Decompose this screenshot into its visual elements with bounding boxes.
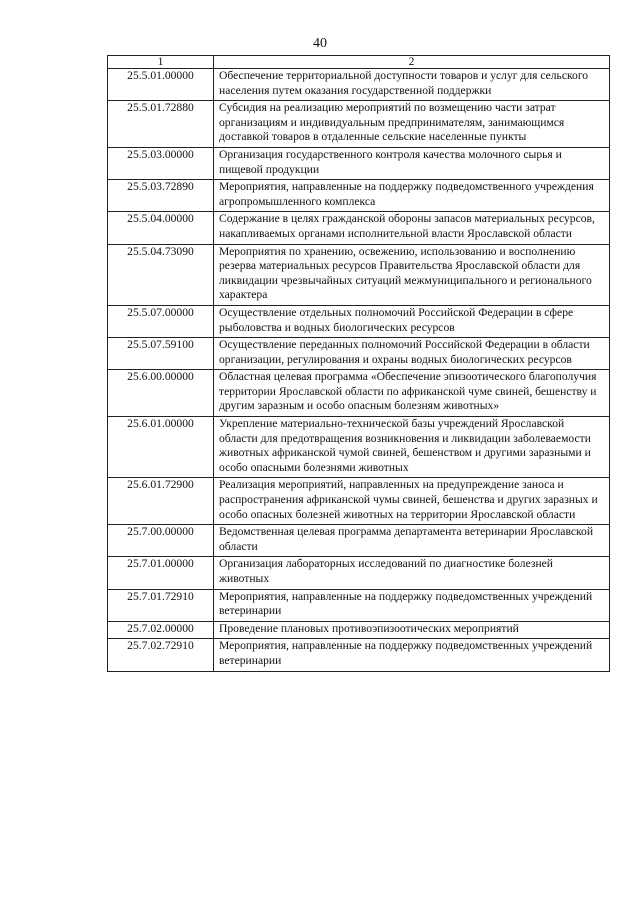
row-code: 25.7.01.00000 [108,557,214,589]
column-header-code: 1 [108,56,214,69]
row-code: 25.7.00.00000 [108,525,214,557]
row-name: Осуществление отдельных полномочий Российской Федерации в сфере рыболовства и водных биологических ресурсов [214,305,610,337]
row-code: 25.7.02.00000 [108,621,214,639]
row-name: Укрепление материально-технической базы учреждений Ярославской области для предотвращения возникновения и ликвидации заболеваемости животных африканской чумой свиней, бешенством и другими заразными и особо опасными болезнями животных [214,417,610,478]
table-row [108,639,610,671]
header-row [108,56,610,69]
table-row [108,478,610,525]
row-name: Областная целевая программа «Обеспечение эпизоотического благополучия территории Ярославской области по африканской чуме свиней, бешенству и другим заразным и особо опасным болезням животных» [214,370,610,417]
table-row [108,525,610,557]
row-name: Мероприятия, направленные на поддержку подведомственных учреждений ветеринарии [214,589,610,621]
row-code: 25.7.02.72910 [108,639,214,671]
table-row [108,180,610,212]
table-row [108,417,610,478]
row-name: Осуществление переданных полномочий Российской Федерации в области организации, регулирования и охраны водных биологических ресурсов [214,338,610,370]
row-code: 25.5.01.00000 [108,69,214,101]
row-name: Организация лабораторных исследований по диагностике болезней животных [214,557,610,589]
row-name: Реализация мероприятий, направленных на предупреждение заноса и распространения африканской чумы свиней, бешенства и других заразных и особо опасных болезней животных на территории Ярославской области [214,478,610,525]
table-row [108,338,610,370]
table-row [108,589,610,621]
row-name: Мероприятия по хранению, освежению, использованию и восполнению резерва материальных ресурсов Правительства Ярославской области для ликвидации чрезвычайных ситуаций межмуниципального и регионального характера [214,244,610,305]
table-row [108,557,610,589]
row-code: 25.5.01.72880 [108,101,214,148]
table-body [108,69,610,672]
table-row [108,212,610,244]
row-name: Проведение плановых противоэпизоотических мероприятий [214,621,610,639]
row-code: 25.6.00.00000 [108,370,214,417]
row-code: 25.5.04.00000 [108,212,214,244]
row-name: Мероприятия, направленные на поддержку подведомственных учреждений ветеринарии [214,639,610,671]
row-code: 25.5.04.73090 [108,244,214,305]
row-name: Содержание в целях гражданской обороны запасов материальных ресурсов, накапливаемых органами исполнительной власти Ярославской области [214,212,610,244]
table-row [108,147,610,179]
budget-classification-table [107,55,610,672]
table-row [108,621,610,639]
row-code: 25.5.03.00000 [108,147,214,179]
row-name: Ведомственная целевая программа департамента ветеринарии Ярославской области [214,525,610,557]
row-code: 25.5.07.00000 [108,305,214,337]
row-code: 25.5.03.72890 [108,180,214,212]
row-name: Организация государственного контроля качества молочного сырья и пищевой продукции [214,147,610,179]
row-code: 25.7.01.72910 [108,589,214,621]
row-name: Субсидия на реализацию мероприятий по возмещению части затрат организациям и индивидуальным предпринимателям, занимающимся доставкой товаров в отдаленные сельские населенные пункты [214,101,610,148]
table-row [108,370,610,417]
row-code: 25.6.01.72900 [108,478,214,525]
column-header-name: 2 [214,56,610,69]
table-row [108,69,610,101]
row-code: 25.6.01.00000 [108,417,214,478]
page-number: 40 [313,36,327,51]
table-row [108,305,610,337]
table-row [108,101,610,148]
table-row [108,244,610,305]
row-code: 25.5.07.59100 [108,338,214,370]
row-name: Мероприятия, направленные на поддержку подведомственного учреждения агропромышленного комплекса [214,180,610,212]
row-name: Обеспечение территориальной доступности товаров и услуг для сельского населения путем оказания государственной поддержки [214,69,610,101]
